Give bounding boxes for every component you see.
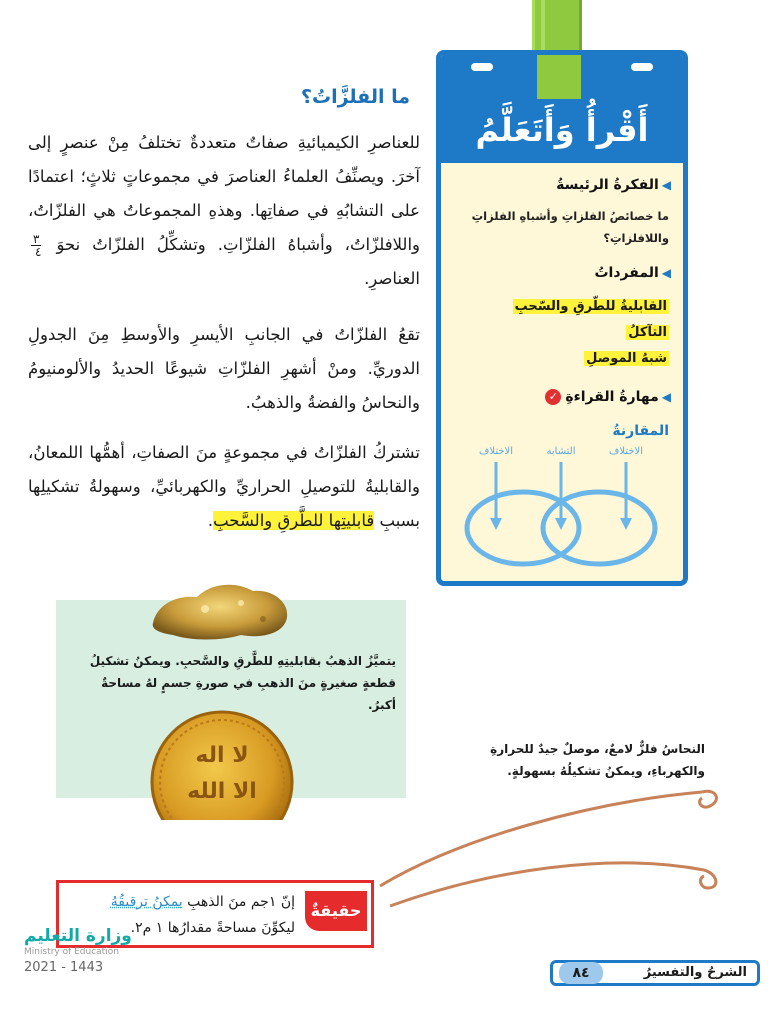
footer-bar (550, 960, 760, 986)
paragraph-intro-end: العناصرِ. (364, 269, 420, 288)
card-slot-right (631, 63, 653, 71)
paragraph-properties (28, 436, 420, 538)
fact-text-underlined: يمكنُ ترقيقُهُ (110, 894, 183, 910)
fact-text-part1: إنّ ١جم منَ الذهبِ (187, 894, 295, 910)
card-title: أَقْرأُ وَأَتَعَلَّمُ (475, 111, 649, 149)
highlighted-term: قابليتِها للطَّرقِ والسَّحبِ (213, 511, 375, 530)
main-idea-heading (556, 177, 671, 193)
fraction-denominator: ٤ (35, 245, 42, 259)
section-title: ما الفلزَّاتُ؟ (300, 86, 410, 108)
paragraph-properties-end: . (207, 511, 214, 530)
venn-label-left: الاختلاف (608, 446, 644, 457)
paragraph-intro (28, 126, 420, 296)
card-ribbon-segment (537, 55, 581, 99)
read-and-learn-card (436, 50, 688, 586)
ministry-logo-english: Ministry of Education (24, 947, 119, 957)
fraction-three-quarters (31, 233, 41, 258)
vocab-item: القابليةُ للطّرقِ والسّحبِ (514, 299, 667, 314)
triangle-bullet-icon: ◀ (661, 178, 671, 192)
vocab-item: التآكلُ (628, 325, 667, 340)
gold-caption: يتميَّزُ الذهبُ بقابليتِهِ للطَّرقِ والسَّحبِ. ويمكنُ تشكيلُ قطعةٍ صغيرةٍ منَ الذهبِ في صورةِ جسمٍ لهُ مساحةٌ أكبرُ. (89, 654, 396, 712)
ministry-logo-text: وزارة التعليم (24, 926, 132, 946)
venn-label-middle: التشابه (546, 446, 576, 457)
reading-skill-heading (545, 389, 671, 405)
fraction-numerator: ٣ (33, 232, 40, 246)
vocab-heading (594, 265, 671, 281)
copper-wire-image (370, 778, 730, 928)
vocab-label: المفرداتُ (594, 265, 659, 281)
gold-nugget-image (145, 575, 295, 645)
coin-inscription (150, 738, 294, 810)
check-icon: ✓ (545, 389, 561, 405)
paragraph-properties-text: تشتركُ الفلزّاتُ في مجموعةٍ منَ الصفاتِ، أهمُّها اللمعانُ، والقابليةُ للتوصيلِ الحراريِّ والكهربائيِّ، وسهولةُ تشكيلِها بسببِ (28, 443, 420, 530)
arrow-head-icon (555, 518, 567, 530)
paragraph-location: تقعُ الفلزّاتُ في الجانبِ الأيسرِ والأوسطِ مِنَ الجدولِ الدوريِّ. ومنْ أشهرِ الفلزّاتِ شيوعًا الحديدُ والألومنيومُ والنحاسُ والفضةُ والذهبُ. (28, 325, 420, 412)
coin-line-2: الا الله (187, 779, 257, 804)
paragraph-intro-text: للعناصرِ الكيميائيةِ صفاتٌ متعددةٌ تختلفُ مِنْ عنصرٍ إلى آخرَ. ويصنِّفُ العلماءُ العناصرَ في مجموعاتٍ ثلاثٍ؛ اعتمادًا على التشابُهِ في صفاتِها. وهذهِ المجموعاتُ هي الفلزّاتُ، واللافلزّاتُ، وأشباهُ الفلزّاتِ. وتشكِّلُ الفلزّاتُ نحوَ (28, 133, 421, 254)
main-idea-text: ما خصائصُ الفلزاتِ وأشباهِ الفلزاتِ واللافلزاتِ؟ (471, 209, 669, 245)
page-number: ٨٤ (559, 962, 603, 984)
reading-skill-compare: المقارنةُ (612, 423, 669, 439)
edition-year: 2021 - 1443 (24, 960, 104, 975)
card-header (441, 55, 683, 163)
venn-label-right: الاختلاف (478, 446, 514, 457)
triangle-bullet-icon: ◀ (661, 390, 671, 404)
main-idea-label: الفكرةُ الرئيسةُ (556, 177, 659, 193)
venn-diagram (461, 440, 661, 570)
triangle-bullet-icon: ◀ (661, 266, 671, 280)
fact-text-part2: ليكوِّنَ مساحةً مقدارُها ١ م٢. (130, 920, 295, 936)
arrow-head-icon (620, 518, 632, 530)
arrow-head-icon (490, 518, 502, 530)
footer-section-label: الشرحُ والتفسيرُ (643, 965, 747, 980)
card-slot-left (471, 63, 493, 71)
copper-caption: النحاسُ فلزٌّ لامعٌ، موصلٌ جيدٌ للحرارةِ والكهرباءِ، ويمكنُ تشكيلُهُ بسهولةٍ. (490, 742, 705, 778)
coin-line-1: لا اله (195, 743, 249, 768)
reading-skill-label: مهارةُ القراءةِ (565, 389, 659, 405)
vocab-item: شبهُ الموصلِ (586, 351, 667, 366)
fact-label: حقيقةٌ (305, 891, 367, 931)
